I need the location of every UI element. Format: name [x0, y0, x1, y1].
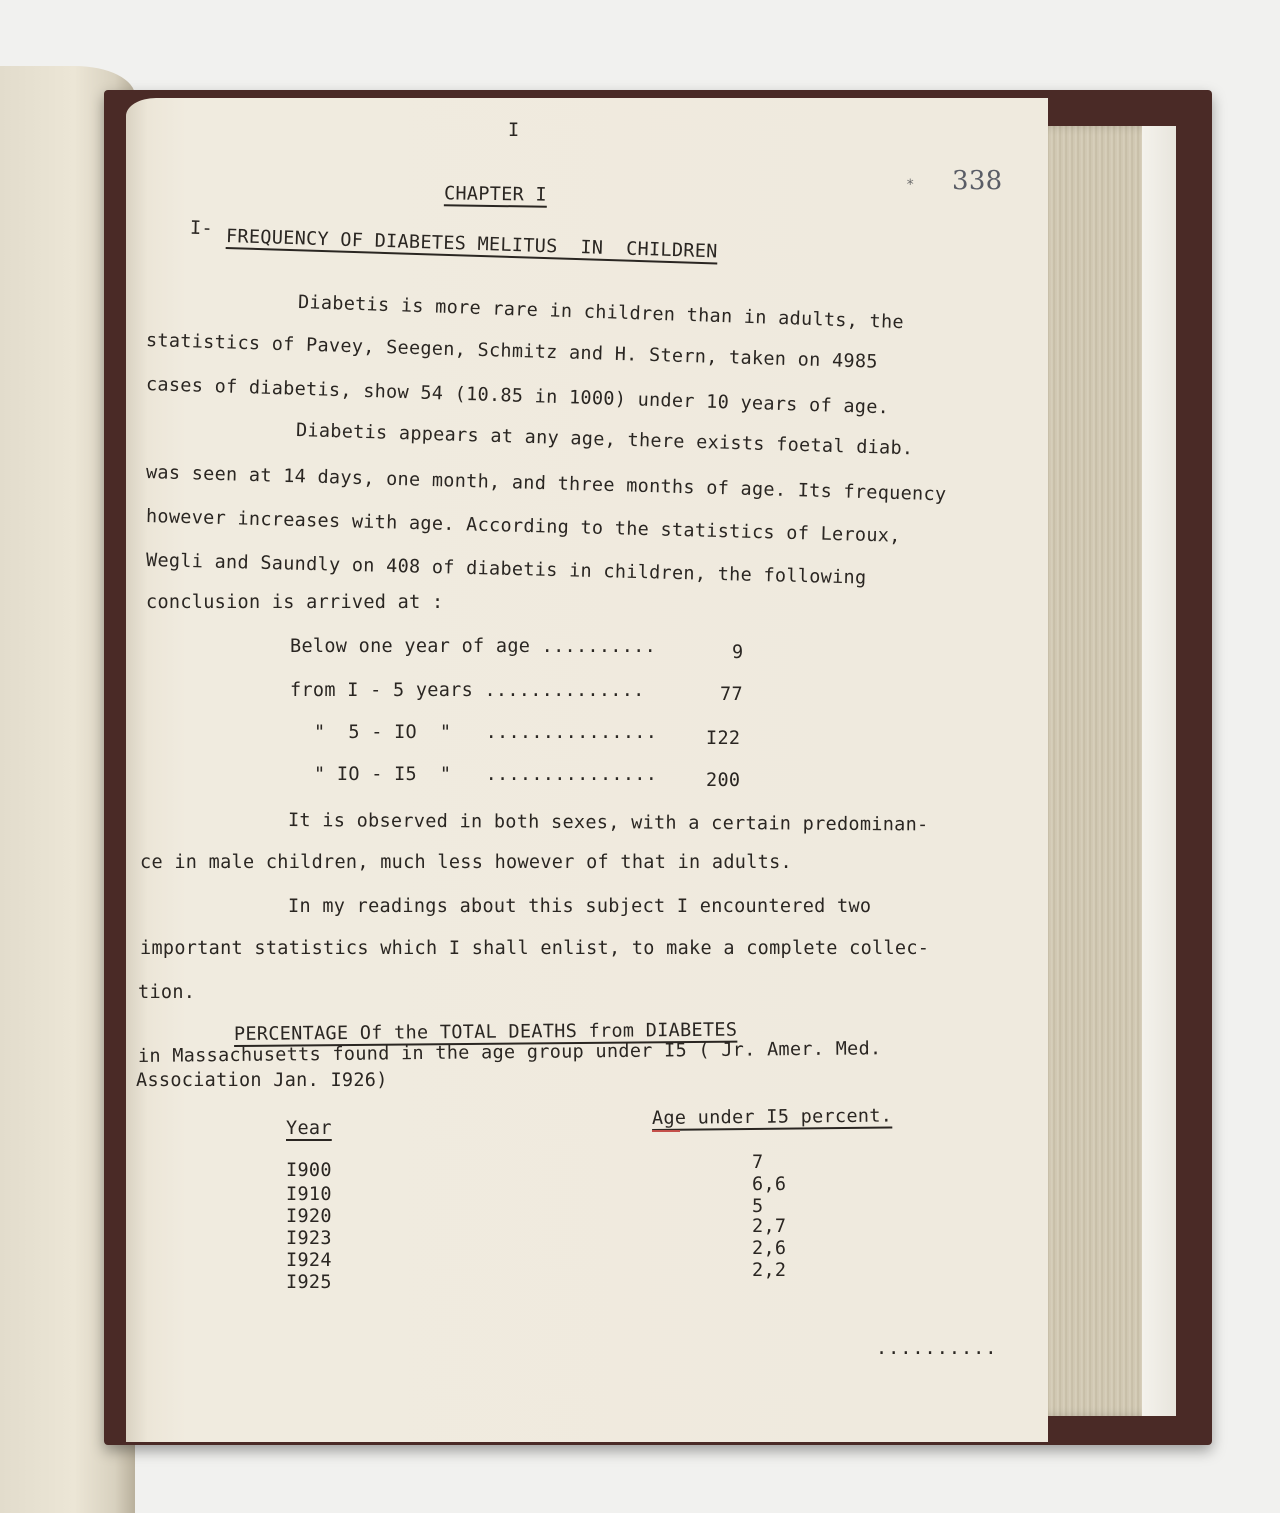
p2-line-5: conclusion is arrived at :	[146, 592, 444, 613]
p1-line-3: cases of diabetis, show 54 (10.85 in 1000) under 10 years of age.	[145, 374, 890, 419]
age-list-label: " IO - I5 " ...............	[314, 764, 658, 785]
table-subtitle-1: in Massachusetts found in the age group under I5 ( Jr. Amer. Med.	[137, 1038, 882, 1067]
p4-line-1: In my readings about this subject I encountered two	[288, 896, 872, 917]
age-list-value: I22	[706, 728, 741, 749]
table-percent-cell: 6,6	[752, 1174, 787, 1195]
p3-line-1: It is observed in both sexes, with a certain predominan-	[287, 810, 929, 836]
table-year-cell: I923	[286, 1228, 332, 1249]
section-prefix: I-	[189, 217, 214, 240]
p1-line-2: statistics of Pavey, Seegen, Schmitz and H. Stern, taken on 4985	[145, 330, 879, 373]
table-percent-cell: 2,6	[752, 1238, 787, 1259]
age-list-value: 77	[720, 684, 743, 705]
column-header-percent: Age under I5 percent.	[651, 1105, 893, 1129]
p2-line-3: however increases with age. According to the statistics of Leroux,	[145, 506, 901, 547]
table-year-cell: I910	[286, 1184, 332, 1205]
table-year-cell: I924	[286, 1250, 332, 1271]
age-list-value: 9	[732, 642, 744, 663]
red-pencil-underline	[652, 1130, 680, 1132]
table-percent-cell: 5	[752, 1196, 764, 1217]
p2-line-1: Diabetis appears at any age, there exists foetal diab.	[295, 420, 914, 460]
p1-line-1: Diabetis is more rare in children than in adults, the	[297, 292, 905, 334]
column-header-year: Year	[286, 1118, 332, 1139]
p2-line-4: Wegli and Saundly on 408 of diabetis in children, the following	[145, 550, 867, 589]
table-title: PERCENTAGE Of the TOTAL DEATHS from DIABETES	[233, 1019, 738, 1045]
p2-line-2: was seen at 14 days, one month, and three months of age. Its frequency	[145, 462, 947, 506]
age-list-label: Below one year of age ..........	[290, 636, 657, 657]
chapter-heading: CHAPTER I	[443, 183, 548, 206]
roman-numeral: I	[508, 120, 520, 141]
table-year-cell: I920	[286, 1206, 332, 1227]
age-list-label: from I - 5 years ..............	[290, 680, 645, 701]
p4-line-2: important statistics which I shall enlist, to make a complete collec-	[140, 938, 930, 959]
table-year-cell: I925	[286, 1272, 332, 1293]
section-title: FREQUENCY OF DIABETES MELITUS IN CHILDREN	[225, 226, 718, 263]
age-list-value: 200	[706, 770, 741, 791]
pencil-mark: *	[906, 177, 915, 193]
closing-dots: ..........	[876, 1338, 998, 1359]
table-percent-cell: 7	[752, 1152, 764, 1173]
age-list-label: " 5 - IO " ...............	[314, 722, 658, 743]
p3-line-2: ce in male children, much less however of that in adults.	[140, 852, 792, 873]
table-subtitle-2: Association Jan. I926)	[136, 1070, 388, 1091]
table-percent-cell: 2,2	[752, 1260, 787, 1281]
table-year-cell: I900	[286, 1160, 332, 1181]
p4-line-3: tion.	[138, 982, 196, 1003]
table-percent-cell: 2,7	[752, 1216, 787, 1237]
back-leaf-edge	[1142, 126, 1176, 1416]
page-number: 338	[952, 166, 1003, 196]
